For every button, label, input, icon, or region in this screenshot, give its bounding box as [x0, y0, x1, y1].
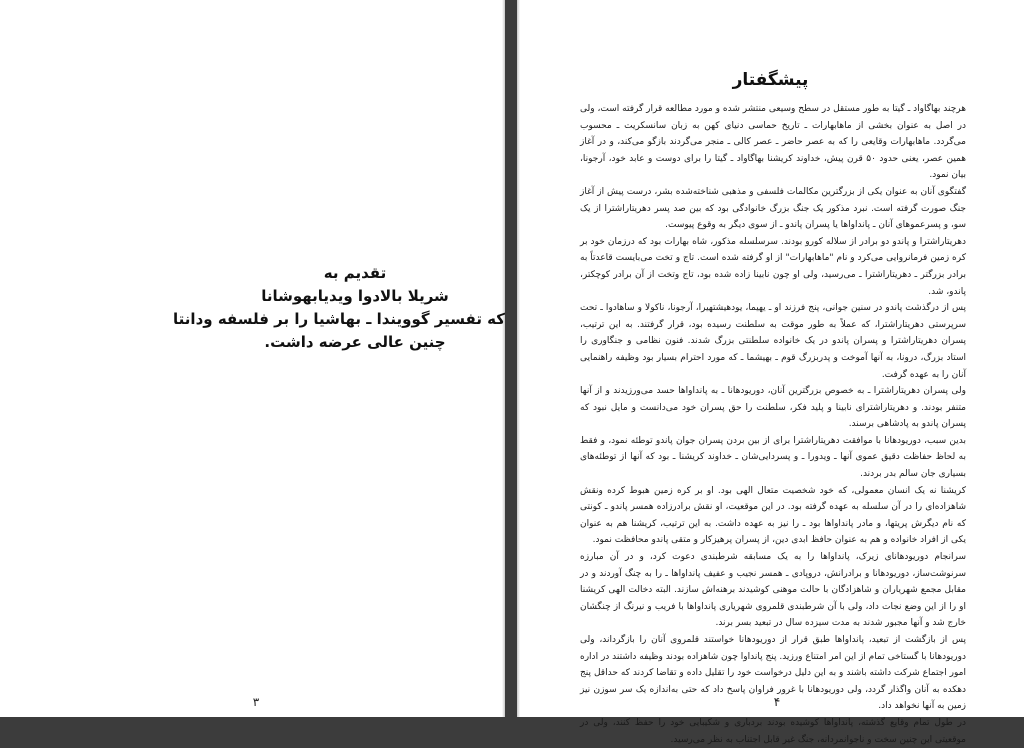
paragraph: سرانجام دوریودهانای زیرک، پانداواها را به یک مسابقه شرطبندی دعوت کرد، و در آن مبارزه سرنوشت‌ساز، دوریودهانا و برادرانش، دروپادی ـ همسر نجیب و عفیف پانداواها ـ را به چنگ آوردند و در مقابل مجمع شهریاران و شاهزادگان با حالت موهنی کوشیدند برهنه‌اش سازند. البته دخالت الهی کریشنا او را از این وضع نجات داد، ولی با آن شرطبندی قلمروی شهریاری پانداواها با فریب و نیرنگ از چنگشان خارج شد و آنها مجبور شدند به مدت سیزده سال در تبعید بسر برند.: [580, 552, 966, 629]
page-number: ۴: [773, 695, 781, 709]
dedication-line: که تفسیر گوویندا ـ بهاشیا را بر فلسفه ودانتا: [173, 310, 505, 328]
right-page: [517, 0, 1024, 745]
dedication-line: چنین عالی عرضه داشت.: [264, 333, 446, 351]
paragraph: کریشنا نه یک انسان معمولی، که خود شخصیت متعال الهی بود. او بر کره زمین هبوط کرده ونقش شاهزاده‌ای را در آن سلسله به عهده گرفته بود. در این موقعیت، او نقش برادرزاده همسر پاندو ـ کونتی که نام دیگرش پریتها، و مادر پانداواها بود ـ را نیز به عهده داشت. به این ترتیب، کریشنا هم به عنوان یکی از افراد خانواده و هم به عنوان حافظ ابدی دین، از پسران پرهیزکار و متقی پاندو محافظت نمود.: [580, 485, 966, 546]
dedication-line: شریلا بالادوا ویدیابهوشانا: [261, 287, 449, 305]
paragraph: هرچند بهاگاواد ـ گیتا به طور مستقل در سطح وسیعی منتشر شده و مورد مطالعه قرار گرفته است، ولی در اصل به عنوان بخشی از ماهابهارات ـ تاریخ حماسی دنیای کهن به زبان سانسکریت ـ محسوب می‌گردد. ماهابهارات وقایعی را که به عصر حاضر ـ عصر کالی ـ منجر می‌گردند بازگو می‌کند، و در آغاز همین عصر، یعنی حدود ۵۰ قرن پیش، خداوند کریشنا بهاگاواد ـ گیتا را برای دوست و عابد خود، آرجونا، بیان نمود.: [580, 104, 966, 181]
paragraph: پس از بازگشت از تبعید، پانداواها طبق قرار از دوریودهانا خواستند قلمروی آنان را بازگرداند، ولی دوریودهانا با گستاخی تمام از این امر امتناع ورزید. پنج پانداوا چون شاهزاده بودند وظیفه داشتند در اداره امور اجتماع شرکت داشته باشند و به این دلیل درخواست خود را تقلیل داده و تقاضا کردند که حداقل پنج دهکده به آنان واگذار گردد، ولی دوریودهانا با غرور فراوان پاسخ داد که حتی به‌اندازه یک سر سوزن نیز زمین به آنها نخواهد داد.: [580, 635, 966, 712]
page-number: ۳: [252, 695, 260, 709]
body-text: [580, 101, 966, 748]
paragraph: ولی پسران دهریتاراشترا ـ به خصوص بزرگترین آنان، دوریودهانا ـ به پانداواها حسد می‌ورزیدند و از آنها متنفر بودند. و دهریتاراشترای نابینا و پلید فکر، سلطنت را حق پسران خود می‌دانست و مایل نبود که پسران پاندو به پادشاهی برسند.: [580, 386, 966, 430]
page-edge-shadow: [502, 0, 505, 717]
paragraph: دهریتاراشترا و پاندو دو برادر از سلاله کورو بودند. سرسلسله مذکور، شاه بهارات بود که درزمان خود بر کره زمین فرمانروایی می‌کرد و نام "ماهابهارات" از او گرفته شده است. تاج و تخت می‌بایست قاعدتاً به برادر بزرگتر ـ دهریتاراشترا ـ می‌رسید، ولی او چون نابینا زاده شده بود، تاج وتخت از آن برادر کوچکتر، پاندو، شد.: [580, 236, 966, 297]
page-edge-shadow: [517, 0, 520, 717]
chapter-title: پیشگفتار: [732, 70, 809, 90]
left-page: [0, 0, 505, 717]
dedication-line: تقدیم به: [323, 264, 387, 282]
paragraph: پس از درگذشت پاندو در سنین جوانی، پنج فرزند او ـ یهیما، یودهیشتهیرا، آرجونا، ناکولا و ساهادوا ـ تحت سرپرستی دهریتاراشترا، که عملاً به طور موقت به سلطنت رسیده بود، قرار گرفتند. به این ترتیب، پسران دهریتاراشترا و پسران پاندو در یک خانواده سلطنتی بزرگ شدند. فنون نظامی و جنگاوری را استاد بزرگ، درونا، به آنها آموخت و پدربزرگ قوم ـ بهیشما ـ که مورد احترام بسیار بود وظیفه راهنمایی آنان را به عهده گرفت.: [580, 303, 966, 380]
paragraph: در طول تمام وقایع گذشته، پانداواها کوشیده بودند بردباری و شکیبایی خود را حفظ کنند، ولی در موقعیتی این چنین سخت و ناجوانمردانه، جنگ غیر قابل اجتناب به نظر می‌رسید.: [580, 717, 966, 745]
dedication: [173, 262, 505, 354]
paragraph: گفتگوی آنان به عنوان یکی از بزرگترین مکالمات فلسفی و مذهبی شناخته‌شده بشر، درست پیش از آغاز جنگ صورت گرفته است. نبرد مذکور یک جنگ بزرگ خانوادگی بود که بین صد پسر دهریتاراشترا از یک سو، و پسرعموهای آنان ـ پانداواها یا پسران پاندو ـ از سوی دیگر به وقوع پیوست.: [580, 186, 966, 231]
paragraph: بدین سبب، دوریودهانا با موافقت دهریتاراشترا برای از بین بردن پسران جوان پاندو توطئه نمود، و فقط به لحاظ حفاظت دقیق عموی آنها ـ ویدورا ـ و پسردایی‌شان ـ خداوند کریشنا ـ بود که آنها از توطئه‌های بسیاری جان سالم بدر بردند.: [580, 435, 966, 480]
